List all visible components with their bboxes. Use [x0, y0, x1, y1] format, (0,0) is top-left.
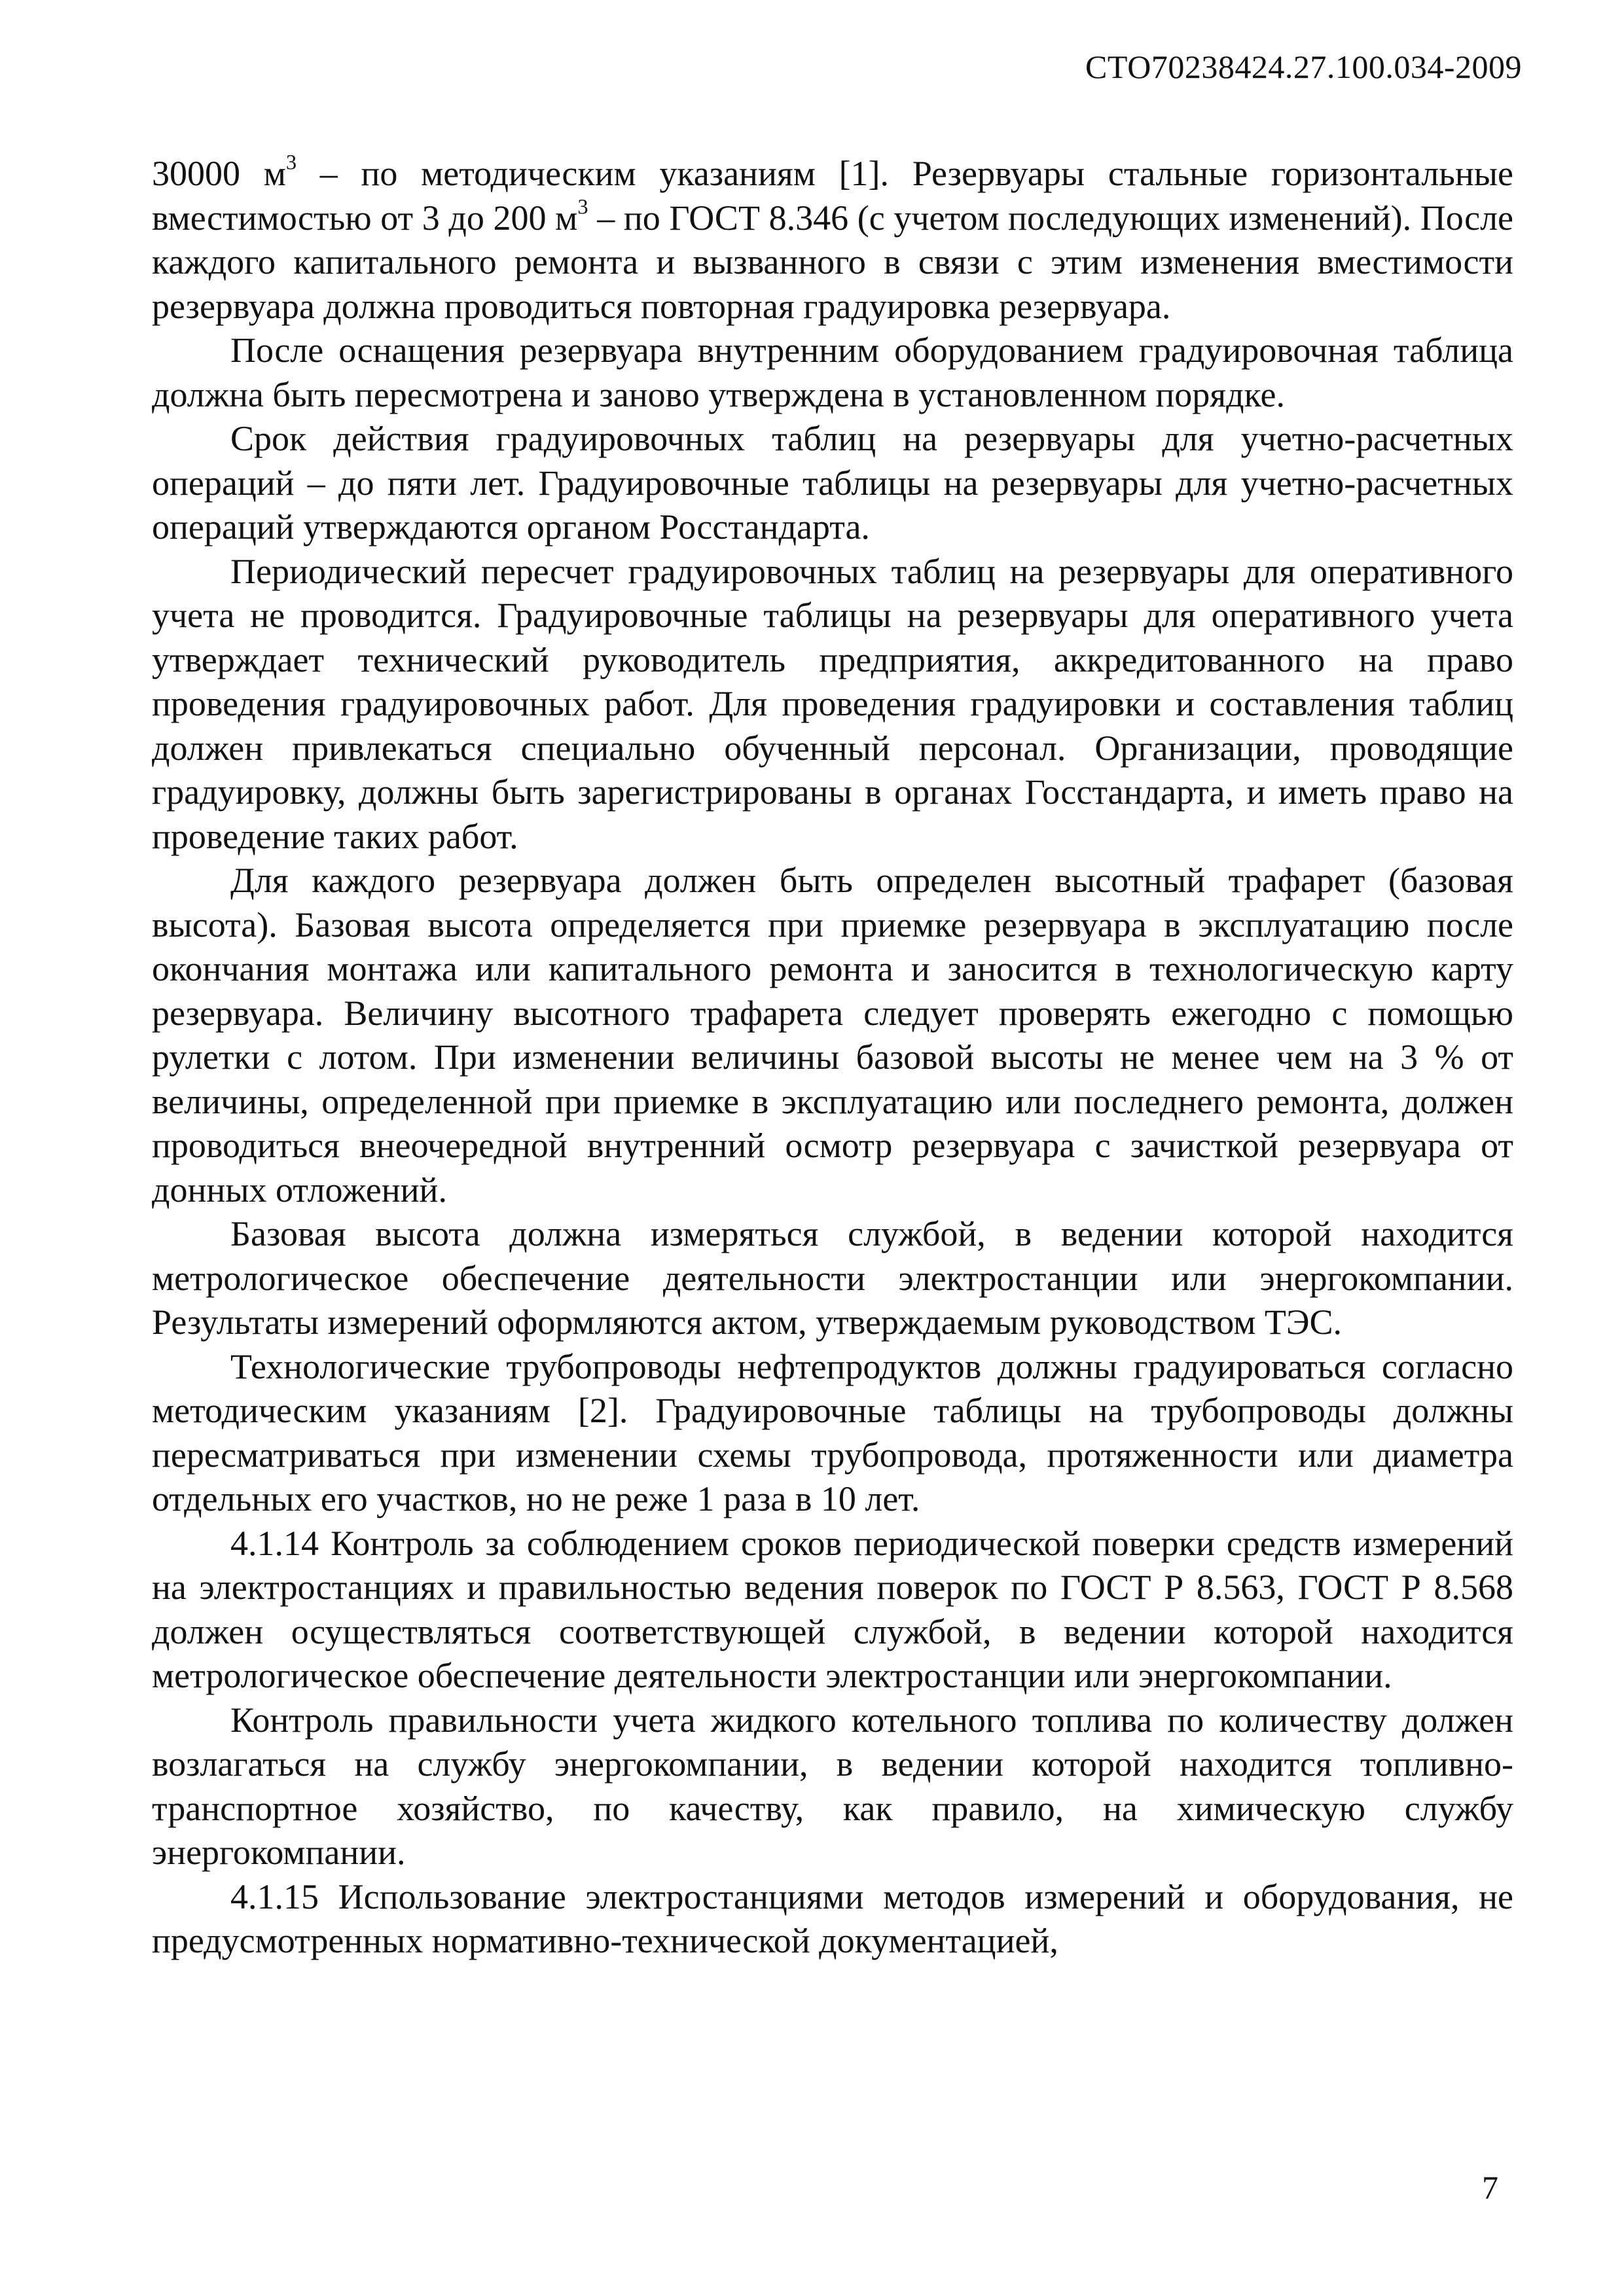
- document-body: [152, 152, 1513, 1964]
- paragraph: Периодический пересчет градуировочных таблиц на резервуары для оперативного учета не проводится. Градуировочные таблицы на резервуары для оперативного учета утверждает технический руководитель предприятия, аккредитованного на право проведения градуировочных работ. Для проведения градуировки и составления таблиц должен привлекаться специально обученный персонал. Организации, проводящие градуировку, должны быть зарегистрированы в органах Госстандарта, и иметь право на проведение таких работ.: [152, 551, 1513, 856]
- paragraph: Технологические трубопроводы нефтепродуктов должны градуироваться согласно методическим указаниям [2]. Градуировочные таблицы на трубопроводы должны пересматриваться при изменении схемы трубопровода, протяженности или диаметра отдельных его участков, но не реже 1 раза в 10 лет.: [152, 1346, 1513, 1518]
- paragraph: Для каждого резервуара должен быть определен высотный трафарет (базовая высота). Базовая высота определяется при приемке резервуара в эксплуатацию после окончания монтажа или капитального ремонта и заносится в технологическую карту резервуара. Величину высотного трафарета следует проверять ежегодно с помощью рулетки с лотом. При изменении величины базовой высоты не менее чем на 3 % от величины, определенной при приемке в эксплуатацию или последнего ремонта, должен проводиться внеочередной внутренний осмотр резервуара с зачисткой резервуара от донных отложений.: [152, 861, 1513, 1210]
- paragraph: После оснащения резервуара внутренним оборудованием градуировочная таблица должна быть пересмотрена и заново утверждена в установленном порядке.: [152, 331, 1513, 414]
- paragraph-text: – по методическим указаниям [1]. Резервуары стальные горизонтальные вместимостью от 3 до 200 м: [152, 154, 1513, 238]
- paragraph-section-4-1-15: 4.1.15 Использование электростанциями методов измерений и оборудования, не предусмотренных нормативно-технической документацией,: [152, 1876, 1513, 1960]
- paragraph: Контроль правильности учета жидкого котельного топлива по количеству должен возлагаться на службу энергокомпании, в ведении которой находится топливно-транспортное хозяйство, по качеству, как правило, на химическую службу энергокомпании.: [152, 1700, 1513, 1872]
- superscript-cube: 3: [285, 151, 297, 175]
- paragraph: Срок действия градуировочных таблиц на резервуары для учетно-расчетных операций – до пяти лет. Градуировочные таблицы на резервуары для учетно-расчетных операций утверждаются органом Росстандарта.: [152, 419, 1513, 547]
- paragraph-text: – по ГОСТ 8.346 (с учетом последующих изменений). После каждого капитального ремонта и вызванного в связи с этим изменения вместимости резервуара должна проводиться повторная градуировка резервуара.: [152, 198, 1514, 326]
- paragraph-section-4-1-14: 4.1.14 Контроль за соблюдением сроков периодической поверки средств измерений на электростанциях и правильностью ведения поверок по ГОСТ Р 8.563, ГОСТ Р 8.568 должен осуществляться соответствующей службой, в ведении которой находится метрологическое обеспечение деятельности электростанции или энергокомпании.: [152, 1523, 1513, 1695]
- paragraph-text: 30000 м: [152, 154, 286, 193]
- document-code-header: СТО70238424.27.100.034-2009: [1085, 48, 1522, 85]
- superscript-cube: 3: [577, 195, 588, 219]
- paragraph-continued: [152, 152, 1513, 329]
- paragraph: Базовая высота должна измеряться службой, в ведении которой находится метрологическое обеспечение деятельности электростанции или энергокомпании. Результаты измерений оформляются актом, утверждаемым руководством ТЭС.: [152, 1214, 1513, 1342]
- page-number: 7: [1482, 2169, 1498, 2206]
